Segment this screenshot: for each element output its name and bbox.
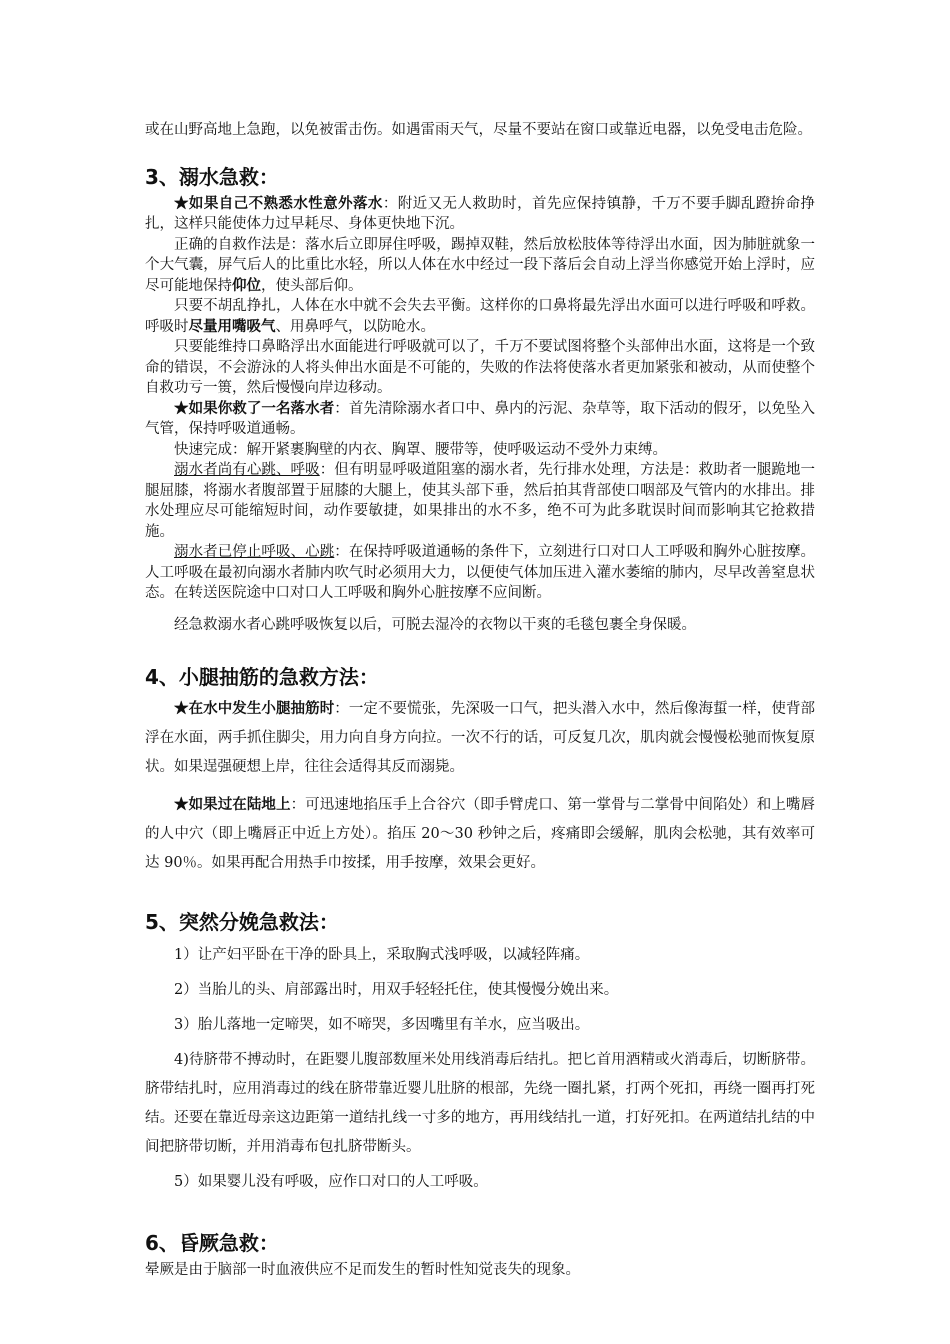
s3-p1-bold: ★如果自己不熟悉水性意外落水 [174, 194, 383, 212]
s3-p3-text-a: 只要不胡乱挣扎，人体在水中就不会失去平衡。这样你的口鼻将最先浮出水面可以进行呼吸和呼救。呼吸时 [145, 298, 815, 335]
s3-paragraph-3 [145, 296, 815, 337]
s5-item-4: 4)待脐带不搏动时，在距婴儿腹部数厘米处用线消毒后结扎。把匕首用酒精或火消毒后，切断脐带。脐带结扎时，应用消毒过的线在脐带靠近婴儿肚脐的根部，先绕一圈扎紧，打两个死扣，再绕一圈再打死结。还要在靠近母亲这边距第一道结扎线一寸多的地方，再用线结扎一道，打好死扣。在两道结扎结的中间把脐带切断，并用消毒布包扎脐带断头。 [145, 1051, 815, 1155]
s3-paragraph-2 [145, 235, 815, 297]
s6-paragraph-1: 晕厥是由于脑部一时血液供应不足而发生的暂时性知觉丧失的现象。 [145, 1261, 580, 1278]
s3-p3-bold: 尽量用嘴吸气 [188, 317, 276, 335]
section-6-body [145, 1260, 815, 1281]
section-3-heading: 3、溺水急救： [145, 164, 279, 189]
s3-p8-underlined: 溺水者已停止呼吸、心跳 [174, 544, 335, 560]
s4-p1-text: ：一定不要慌张，先深吸一口气，把头潜入水中，然后像海蜇一样，使背部浮在水面，两手抓住脚尖，用力向自身方向拉。一次不行的话，可反复几次，肌肉就会慢慢松驰而恢复原状。如果逞强硬想上岸，往往会适得其反而溺毙。 [145, 700, 816, 775]
section-6-heading: 6、昏厥急救： [145, 1230, 279, 1255]
s3-paragraph-1 [145, 194, 815, 235]
s3-p2-bold: 仰位 [232, 276, 261, 294]
document-content [145, 120, 815, 1280]
intro-paragraph: 或在山野高地上急跑，以免被雷击伤。如遇雷雨天气，尽量不要站在窗口或靠近电器，以免受电击危险。 [145, 122, 812, 138]
s3-p2-text-b: ，使头部后仰。 [261, 277, 363, 294]
s4-p2-text: ：可迅速地掐压手上合谷穴（即手臂虎口、第一掌骨与二掌骨中间陷处）和上嘴唇的人中穴（即上嘴唇正中近上方处）。掐压 20～30 秒钟之后，疼痛即会缓解，肌肉会松驰，其有效率可达 90％。如果再配合用热手巾按揉，用手按摩，效果会更好。 [145, 796, 816, 871]
section-4-heading: 4、小腿抽筋的急救方法： [145, 664, 379, 689]
section-5-heading: 5、突然分娩急救法： [145, 909, 339, 934]
section-5-body [145, 941, 815, 1197]
intro-block [145, 120, 815, 141]
section-3-body [145, 194, 815, 637]
s3-p2-text-a: 正确的自救作法是：落水后立即屏住呼吸，踢掉双鞋，然后放松肢体等待浮出水面，因为肺脏就象一个大气囊，屏气后人的比重比水轻，所以人体在水中经过一段下落后会自动上浮当你感觉开始上浮时，应尽可能地保持 [145, 236, 815, 294]
s3-paragraph-6: 快速完成：解开紧裹胸壁的内衣、胸罩、腰带等，使呼吸运动不受外力束缚。 [174, 441, 667, 458]
s3-p7-underlined: 溺水者尚有心跳、呼吸 [174, 462, 320, 478]
s3-paragraph-5 [145, 399, 815, 440]
s4-p1-bold: ★在水中发生小腿抽筋时 [174, 699, 335, 717]
s3-p3-text-b: 、用鼻呼气，以防呛水。 [275, 318, 435, 335]
s5-item-5: 5）如果婴儿没有呼吸，应作口对口的人工呼吸。 [174, 1173, 488, 1190]
s3-p1-text: ：附近又无人救助时，首先应保持镇静，千万不要手脚乱蹬拚命挣扎，这样只能使体力过早耗尽、身体更快地下沉。 [145, 195, 816, 232]
s4-p2-bold: ★如果过在陆地上 [174, 795, 291, 813]
s4-paragraph-1 [145, 694, 815, 782]
s5-item-2: 2）当胎儿的头、肩部露出时，用双手轻轻托住，使其慢慢分娩出来。 [174, 981, 619, 998]
s3-p5-text: ：首先清除溺水者口中、鼻内的污泥、杂草等，取下活动的假牙，以免坠入气管，保持呼吸道通畅。 [145, 400, 816, 437]
s5-item-1: 1）让产妇平卧在干净的卧具上，采取胸式浅呼吸，以减轻阵痛。 [174, 946, 590, 963]
s3-p5-bold: ★如果你救了一名落水者 [174, 399, 335, 417]
s3-p8-text: ：在保持呼吸道通畅的条件下，立刻进行口对口人工呼吸和胸外心脏按摩。人工呼吸在最初向溺水者肺内吹气时必须用大力，以便使气体加压进入灌水萎缩的肺内，尽早改善窒息状态。在转送医院途中口对口人工呼吸和胸外心脏按摩不应间断。 [145, 544, 816, 601]
s3-paragraph-7 [145, 460, 815, 542]
s4-paragraph-2 [145, 790, 815, 878]
section-4-body [145, 694, 815, 878]
s5-item-3: 3）胎儿落地一定啼哭，如不啼哭，多因嘴里有羊水，应当吸出。 [174, 1016, 590, 1033]
s3-p7-text: ：但有明显呼吸道阻塞的溺水者，先行排水处理，方法是：救助者一腿跪地一腿屈膝，将溺水者腹部置于屈膝的大腿上，使其头部下垂，然后拍其背部使口咽部及气管内的水排出。排水处理应尽可能缩短时间，动作要敏捷，如果排出的水不多，绝不可为此多耽误时间而影响其它抢救措施。 [145, 462, 816, 540]
s3-paragraph-8 [145, 542, 815, 604]
s3-paragraph-9: 经急救溺水者心跳呼吸恢复以后，可脱去湿冷的衣物以干爽的毛毯包裹全身保暖。 [174, 616, 696, 633]
s3-paragraph-4: 只要能维持口鼻略浮出水面能进行呼吸就可以了，千万不要试图将整个头部伸出水面，这将是一个致命的错误，不会游泳的人将头伸出水面是不可能的，失败的作法将使落水者更加紧张和被动，从而使整个自救功亏一篑，然后慢慢向岸边移动。 [145, 339, 815, 396]
